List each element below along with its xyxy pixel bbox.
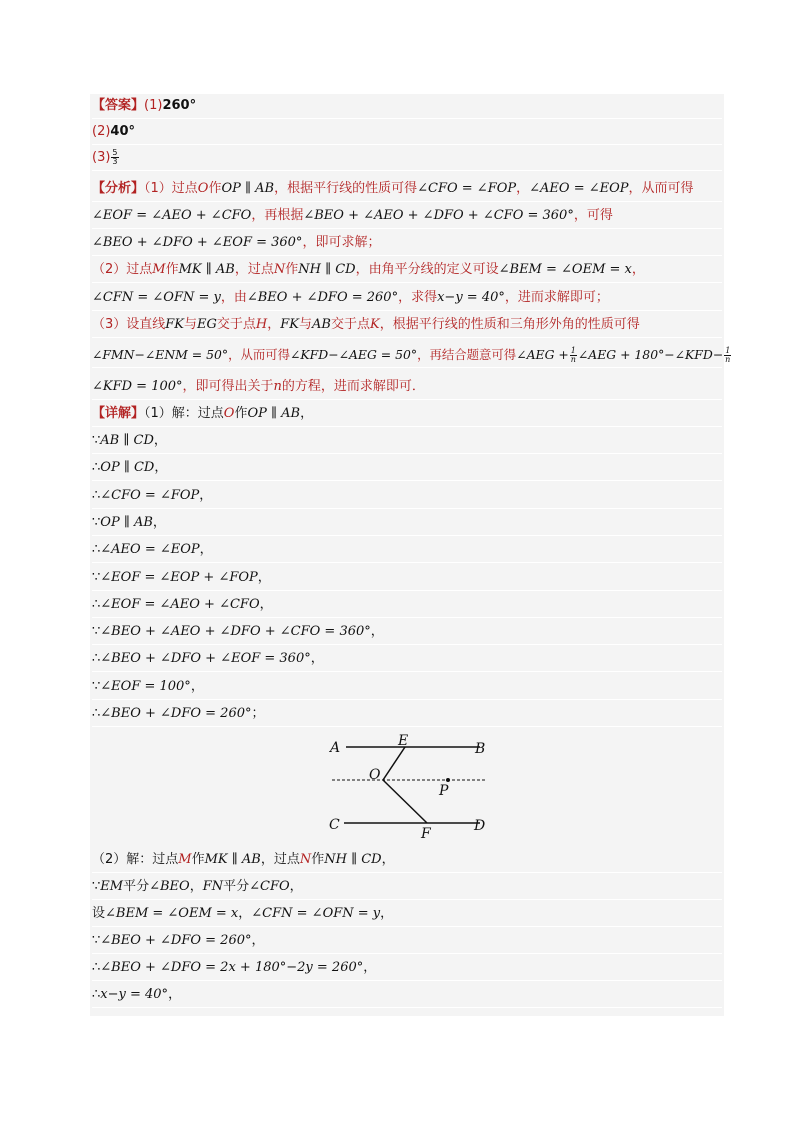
analysis-text: ，即可得出关于 (182, 379, 274, 394)
math-expression: ∠EOF = ∠AEO + ∠CFO (100, 596, 260, 612)
math-expression: ∠BEO + ∠DFO = 260° (246, 290, 399, 305)
math-expression: ∠CFN = ∠OFN = y (92, 290, 221, 305)
label-e: E (398, 733, 409, 749)
math-expression: ∠KFD = 100° (92, 379, 183, 394)
analysis-text: （2）过点 (92, 262, 153, 277)
math-expression: ∠BEO + ∠DFO + ∠EOF = 360° (100, 651, 311, 667)
math-expression: ∠BEO + ∠DFO = 2x + 180°−2y = 260° (100, 960, 364, 975)
math-expression: OP ∥ AB (247, 406, 301, 421)
point-label: O (197, 181, 209, 196)
detail-text: ， (300, 406, 314, 421)
analysis-line-6 (92, 313, 722, 338)
analysis-text: （3）设直线 (92, 317, 166, 332)
therefore-symbol: ∴ (92, 960, 101, 975)
math-expression: FK (165, 317, 185, 332)
detail-tag: 【详解】 (92, 406, 145, 421)
therefore-symbol: ∴ (92, 987, 101, 1002)
math-expression: ∠BEO (149, 879, 190, 894)
analysis-text: ，由角平分线的定义可设 (355, 262, 499, 277)
label-p: P (439, 783, 449, 799)
analysis-line-5 (92, 286, 722, 311)
proof-step (92, 647, 722, 672)
answer-part-2-value: 40° (110, 124, 136, 139)
answer-part-3-num: (3) (92, 150, 111, 165)
math-expression: AB (312, 317, 331, 332)
analysis-text: 与 (299, 317, 313, 332)
therefore-symbol: ∴ (92, 651, 101, 667)
detail-part2-line-3 (92, 902, 722, 927)
answer-part-3-fraction (111, 149, 118, 166)
therefore-symbol: ∴ (92, 706, 101, 721)
punctuation: ， (153, 433, 167, 448)
analysis-text: 交于点 (216, 317, 256, 332)
answer-part-2-num: (2) (92, 124, 111, 139)
proof-step (92, 620, 722, 645)
punctuation: ， (154, 460, 168, 476)
punctuation: ， (310, 651, 324, 667)
math-expression: NH ∥ CD (324, 852, 382, 867)
because-symbol: ∵ (92, 624, 101, 640)
math-expression: ∠BEO + ∠DFO = 260° (100, 706, 252, 721)
answer-part-1-value: 260° (162, 98, 197, 113)
segment-eo (383, 747, 405, 780)
detail-part2-line-1 (92, 848, 722, 873)
point-label: K (370, 317, 380, 332)
analysis-text: 作 (208, 181, 222, 196)
fraction-denominator: n (725, 355, 731, 364)
proof-step (92, 983, 722, 1008)
math-expression: OP ∥ AB (100, 514, 153, 530)
math-expression: OP ∥ CD (100, 460, 155, 476)
math-expression: ∠KFD−∠AEG = 50° (290, 347, 418, 362)
punctuation: ， (199, 487, 213, 503)
analysis-text: ， (631, 262, 645, 277)
proof-step (92, 929, 722, 954)
fraction-numerator: 1 (725, 346, 731, 355)
detail-text: ， (189, 879, 203, 894)
math-expression: EM (100, 879, 124, 894)
math-expression: ∠EOF = 100° (100, 678, 191, 694)
analysis-line-7 (92, 343, 731, 368)
math-expression: ∠BEO + ∠DFO + ∠EOF = 360° (92, 235, 303, 250)
analysis-text: ， (267, 317, 281, 332)
analysis-text: ，从而可得 (628, 181, 694, 196)
detail-text: （2）解：过点 (92, 852, 179, 867)
math-expression: x−y = 40° (100, 987, 169, 1002)
analysis-text: ， (516, 181, 530, 196)
math-expression: ∠CFN = ∠OFN = y (251, 906, 381, 921)
detail-text: （1）解：过点 (144, 406, 224, 421)
math-expression: ∠AEO = ∠EOP (529, 181, 629, 196)
answer-line-3 (92, 146, 722, 171)
because-symbol: ∵ (92, 514, 101, 530)
punctuation: ， (251, 933, 265, 948)
detail-text: ， (289, 879, 303, 894)
answer-part-1-num: (1) (144, 98, 163, 113)
detail-text: 平分 (223, 879, 250, 894)
detail-text: ，过点 (260, 852, 300, 867)
math-expression: ∠AEO = ∠EOP (100, 542, 200, 558)
therefore-symbol: ∴ (92, 542, 101, 558)
proof-step (92, 593, 722, 618)
math-expression: FN (202, 879, 224, 894)
analysis-text: ，求得 (398, 290, 438, 305)
because-symbol: ∵ (92, 433, 101, 448)
punctuation: ， (199, 542, 213, 558)
math-expression: ∠EOF = ∠AEO + ∠CFO (92, 208, 252, 223)
detail-text: 作 (311, 852, 325, 867)
punctuation: ， (190, 678, 204, 694)
geometry-figure (92, 730, 722, 848)
point-label: N (299, 852, 312, 867)
label-a: A (330, 740, 341, 756)
analysis-text: ，过点 (234, 262, 274, 277)
math-expression: MK ∥ AB (178, 262, 235, 277)
analysis-text: ，再结合题意可得 (417, 347, 517, 362)
analysis-tag: 【分析】 (92, 181, 145, 196)
analysis-text: 与 (184, 317, 198, 332)
therefore-symbol: ∴ (92, 596, 101, 612)
therefore-symbol: ∴ (92, 487, 101, 503)
point-label: O (223, 406, 235, 421)
analysis-line-1 (92, 177, 722, 202)
analysis-text: ，根据平行线的性质和三角形外角的性质可得 (379, 317, 640, 332)
analysis-text: 作 (285, 262, 299, 277)
therefore-symbol: ∴ (92, 460, 101, 476)
answer-tag: 【答案】 (92, 98, 145, 113)
punctuation: ， (370, 624, 384, 640)
analysis-text: （1）过点 (144, 181, 198, 196)
analysis-text: ，根据平行线的性质可得 (274, 181, 418, 196)
label-b: B (475, 741, 486, 757)
fraction-numerator: 1 (570, 346, 576, 355)
punctuation: ； (251, 706, 265, 721)
math-expression: ∠BEO + ∠AEO + ∠DFO + ∠CFO = 360° (303, 208, 574, 223)
math-expression: ∠BEM = ∠OEM = x (105, 906, 239, 921)
analysis-text: 的方程，进而求解即可． (281, 379, 425, 394)
math-expression: NH ∥ CD (298, 262, 356, 277)
punctuation: ， (257, 569, 271, 585)
proof-step (92, 429, 722, 454)
math-expression: ∠AEG + (516, 347, 569, 362)
label-f: F (421, 826, 431, 842)
point-p-dot (446, 778, 450, 782)
segment-of (383, 780, 427, 823)
because-symbol: ∵ (92, 933, 101, 948)
math-expression: AB ∥ CD (100, 433, 154, 448)
math-expression: ∠EOF = ∠EOP + ∠FOP (100, 569, 258, 585)
analysis-line-3 (92, 231, 722, 256)
punctuation: ， (259, 596, 273, 612)
math-expression: x−y = 40° (437, 290, 505, 305)
variable-label: n (273, 379, 282, 394)
proof-step (92, 675, 722, 700)
math-expression: ∠BEO + ∠DFO = 260° (100, 933, 252, 948)
analysis-text: 交于点 (330, 317, 370, 332)
analysis-text: 作 (165, 262, 179, 277)
proof-step (92, 538, 722, 563)
because-symbol: ∵ (92, 569, 101, 585)
fraction (724, 347, 731, 364)
math-expression: ∠BEO + ∠AEO + ∠DFO + ∠CFO = 360° (100, 624, 371, 640)
fraction-denominator: n (570, 355, 576, 364)
fraction-numerator: 5 (112, 148, 118, 157)
detail-text: ， (238, 906, 252, 921)
math-expression: MK ∥ AB (204, 852, 261, 867)
because-symbol: ∵ (92, 678, 101, 694)
proof-step (92, 456, 722, 481)
detail-line-1 (92, 402, 722, 427)
math-expression: ∠CFO = ∠FOP (100, 487, 200, 503)
proof-step (92, 566, 722, 591)
math-expression: EG (197, 317, 217, 332)
math-expression: ∠CFO (249, 879, 290, 894)
math-expression: OP ∥ AB (221, 181, 275, 196)
label-c: C (329, 817, 340, 833)
answer-line-2 (92, 120, 722, 145)
because-symbol: ∵ (92, 879, 101, 894)
punctuation: ， (363, 960, 377, 975)
point-label: M (178, 852, 192, 867)
analysis-text: ，进而求解即可； (504, 290, 609, 305)
label-d: D (474, 818, 486, 834)
analysis-text: ，再根据 (251, 208, 304, 223)
fraction (570, 347, 577, 364)
math-expression: ∠CFO = ∠FOP (417, 181, 517, 196)
proof-step (92, 702, 722, 727)
detail-text: 作 (234, 406, 248, 421)
answer-line-1 (92, 94, 722, 119)
analysis-line-2 (92, 204, 722, 229)
proof-step (92, 484, 722, 509)
point-label: M (152, 262, 166, 277)
proof-step (92, 956, 722, 981)
detail-text: ， (380, 906, 394, 921)
math-expression: FK (280, 317, 300, 332)
analysis-text: ，由 (220, 290, 247, 305)
analysis-line-8 (92, 375, 722, 400)
analysis-text: ，可得 (573, 208, 613, 223)
detail-text: 设 (92, 906, 106, 921)
math-expression: ∠BEM = ∠OEM = x (498, 262, 632, 277)
detail-text: 平分 (123, 879, 150, 894)
fraction-denominator: 3 (112, 157, 118, 166)
analysis-line-4 (92, 258, 722, 283)
point-label: H (255, 317, 268, 332)
label-o: O (369, 767, 381, 783)
math-expression: ∠AEG + 180°−∠KFD− (577, 347, 724, 362)
analysis-text: ，从而可得 (228, 347, 291, 362)
punctuation: ， (168, 987, 182, 1002)
analysis-text: ，即可求解； (302, 235, 381, 250)
detail-text: ， (381, 852, 395, 867)
parallel-lines-diagram (92, 730, 722, 848)
detail-part2-line-2 (92, 875, 722, 900)
punctuation: ， (152, 514, 166, 530)
math-expression: ∠FMN−∠ENM = 50° (92, 347, 229, 362)
detail-text: 作 (191, 852, 205, 867)
point-label: N (273, 262, 286, 277)
proof-step (92, 511, 722, 536)
